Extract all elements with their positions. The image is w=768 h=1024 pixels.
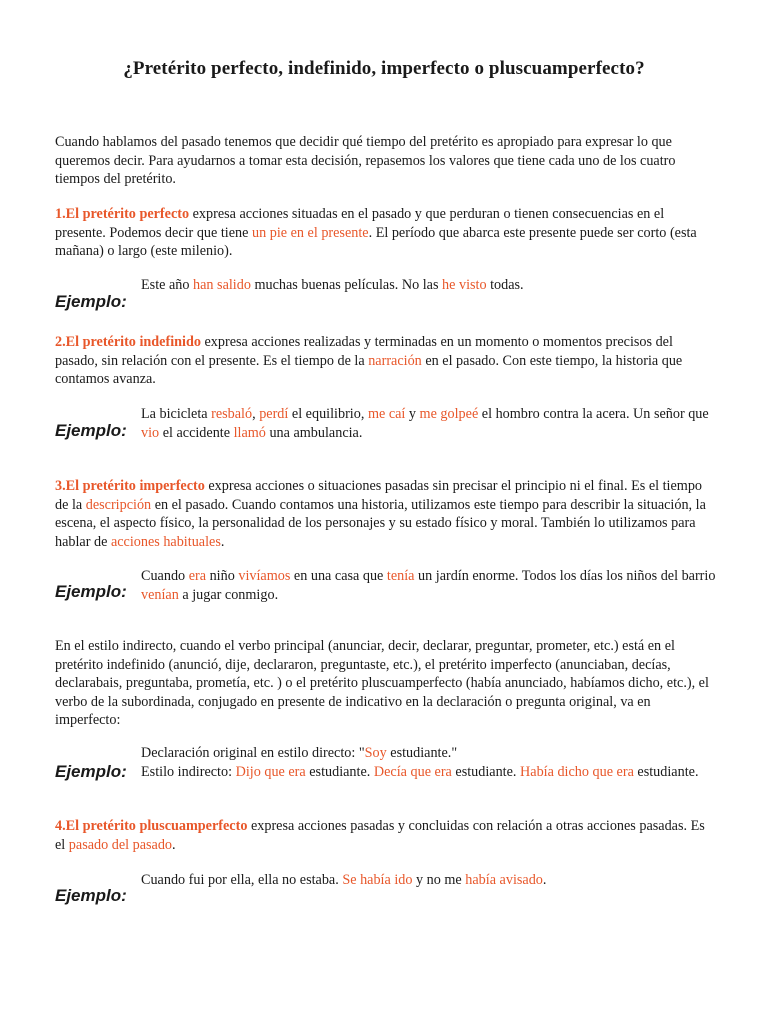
- highlight-term: narración: [368, 352, 422, 369]
- highlight-verb: Soy: [364, 745, 387, 761]
- section-heading: 4.El pretérito pluscuamperfecto: [55, 818, 248, 834]
- section-text: .: [220, 533, 225, 550]
- example-label: Ejemplo:: [55, 582, 127, 601]
- highlight-term: un pie en el presente: [251, 224, 369, 241]
- highlight-verb: resbaló: [211, 406, 253, 422]
- example-fragment: estudiante.: [451, 763, 521, 780]
- example-fragment: un jardín enorme. Todos los días los niños del barrio: [414, 568, 716, 584]
- example-fragment: ,: [252, 406, 260, 422]
- example-fragment: y no me: [412, 872, 466, 888]
- highlight-verb: me golpeé: [419, 406, 479, 422]
- section-text: expresa acciones realizadas y terminadas en un momento o momentos precisos del pasado, sin relación con el presente. Es el tiempo de la: [55, 334, 673, 369]
- example-fragment: Cuando fui por ella, ella no estaba.: [141, 872, 343, 888]
- highlight-verb: Había dicho que era: [520, 763, 634, 780]
- example-fragment: y: [405, 406, 420, 422]
- section-text: expresa acciones pasadas y concluidas con relación a otras acciones pasadas. Es el: [55, 818, 705, 853]
- example-fragment: a jugar conmigo.: [178, 586, 279, 603]
- page-title: ¿Pretérito perfecto, indefinido, imperfecto o pluscuamperfecto?: [123, 58, 645, 79]
- example-fragment: el hombro contra la acera. Un señor que: [478, 406, 709, 422]
- example-fragment: en una casa que: [290, 568, 387, 584]
- section-pluscuamperfecto: [55, 817, 715, 854]
- example-label: Ejemplo:: [55, 886, 127, 905]
- section-text: expresa acciones o situaciones pasadas sin precisar el principio ni el final. Es el tiempo de la: [55, 478, 703, 513]
- example-text: [141, 871, 716, 890]
- example-fragment: La bicicleta: [141, 406, 212, 422]
- section-perfecto: [55, 205, 715, 261]
- section-text: . El período que abarca este presente puede ser corto (esta mañana) o largo (este milenio).: [55, 224, 697, 260]
- highlight-verb: perdí: [259, 406, 289, 422]
- example-label: Ejemplo:: [55, 762, 127, 781]
- section-text: .: [172, 836, 176, 853]
- example-fragment: Cuando: [141, 568, 189, 584]
- section-text: En el estilo indirecto, cuando el verbo principal (anunciar, decir, declarar, preguntar, prometer, etc.) está en el pretérito indefinido (anunció, dije, declararon, preguntaste, etc.), el pretérito imperfecto (anunciaban, decías, declarabais, preguntaba, prometía, etc. ) o el pretérito pluscuamperfecto (había anunciado, habíamos dicho, etc.), el verbo de la subordinada, conjugado en presente de indicativo en la declaración o pregunta original, va en imperfecto:: [55, 638, 709, 729]
- example-fragment: niño: [206, 568, 239, 584]
- highlight-verb: vio: [141, 424, 160, 441]
- example-fragment: muchas buenas películas. No las: [250, 277, 443, 293]
- highlight-verb: Dijo que era: [235, 763, 306, 780]
- highlight-verb: me caí: [367, 406, 406, 422]
- section-heading: 3.El pretérito imperfecto: [55, 478, 205, 494]
- highlight-verb: han salido: [193, 277, 251, 293]
- indirect-speech-paragraph: [55, 637, 715, 730]
- example-fragment: Estilo indirecto:: [141, 763, 236, 780]
- example-fragment: todas.: [486, 277, 524, 293]
- example-text: [141, 276, 716, 295]
- section-heading: 1.El pretérito perfecto: [55, 206, 190, 222]
- example-fragment: .: [542, 872, 547, 888]
- intro-paragraph: [55, 133, 715, 189]
- example-fragment: el equilibrio,: [288, 406, 368, 422]
- example-fragment: el accidente: [159, 424, 234, 441]
- highlight-verb: Se había ido: [342, 872, 413, 888]
- section-indefinido: [55, 333, 715, 389]
- section-imperfecto: [55, 477, 715, 551]
- highlight-verb: tenía: [386, 568, 415, 584]
- example-fragment: Declaración original en estilo directo: ": [141, 745, 365, 761]
- example-fragment: una ambulancia.: [265, 424, 363, 441]
- section-heading: 2.El pretérito indefinido: [55, 334, 201, 350]
- example-fragment: estudiante.: [633, 763, 699, 780]
- highlight-verb: venían: [141, 586, 179, 603]
- example-label: Ejemplo:: [55, 292, 127, 311]
- highlight-verb: vivíamos: [238, 568, 291, 584]
- example-label: Ejemplo:: [55, 421, 127, 440]
- example-text: [141, 744, 716, 781]
- example-text: [141, 405, 716, 442]
- example-fragment: Este año: [141, 277, 194, 293]
- intro-text: Cuando hablamos del pasado tenemos que decidir qué tiempo del pretérito es apropiado para expresar lo que queremos decir. Para ayudarnos a tomar esta decisión, repasemos los valores que tiene cada uno de los cuatro tiempos del pretérito.: [55, 134, 676, 188]
- highlight-verb: he visto: [442, 277, 487, 293]
- highlight-term: acciones habituales: [110, 533, 221, 550]
- highlight-verb: había avisado: [465, 872, 543, 888]
- example-fragment: estudiante.: [305, 763, 374, 780]
- example-text: [141, 567, 716, 604]
- highlight-verb: llamó: [233, 424, 266, 441]
- highlight-verb: era: [188, 568, 207, 584]
- highlight-term: pasado del pasado: [68, 836, 173, 853]
- highlight-term: descripción: [85, 496, 152, 513]
- highlight-verb: Decía que era: [373, 763, 452, 780]
- example-fragment: estudiante.": [386, 745, 458, 761]
- section-text: en el pasado. Con este tiempo, la historia que contamos avanza.: [55, 352, 683, 388]
- section-text: expresa acciones situadas en el pasado y que perduran o tienen consecuencias en el presente. Podemos decir que tiene: [55, 206, 665, 241]
- section-text: en el pasado. Cuando contamos una historia, utilizamos este tiempo para describir la situación, la escena, el aspecto físico, la personalidad de los personajes y su estado físico y moral. También lo utilizamos para hablar de: [55, 496, 706, 550]
